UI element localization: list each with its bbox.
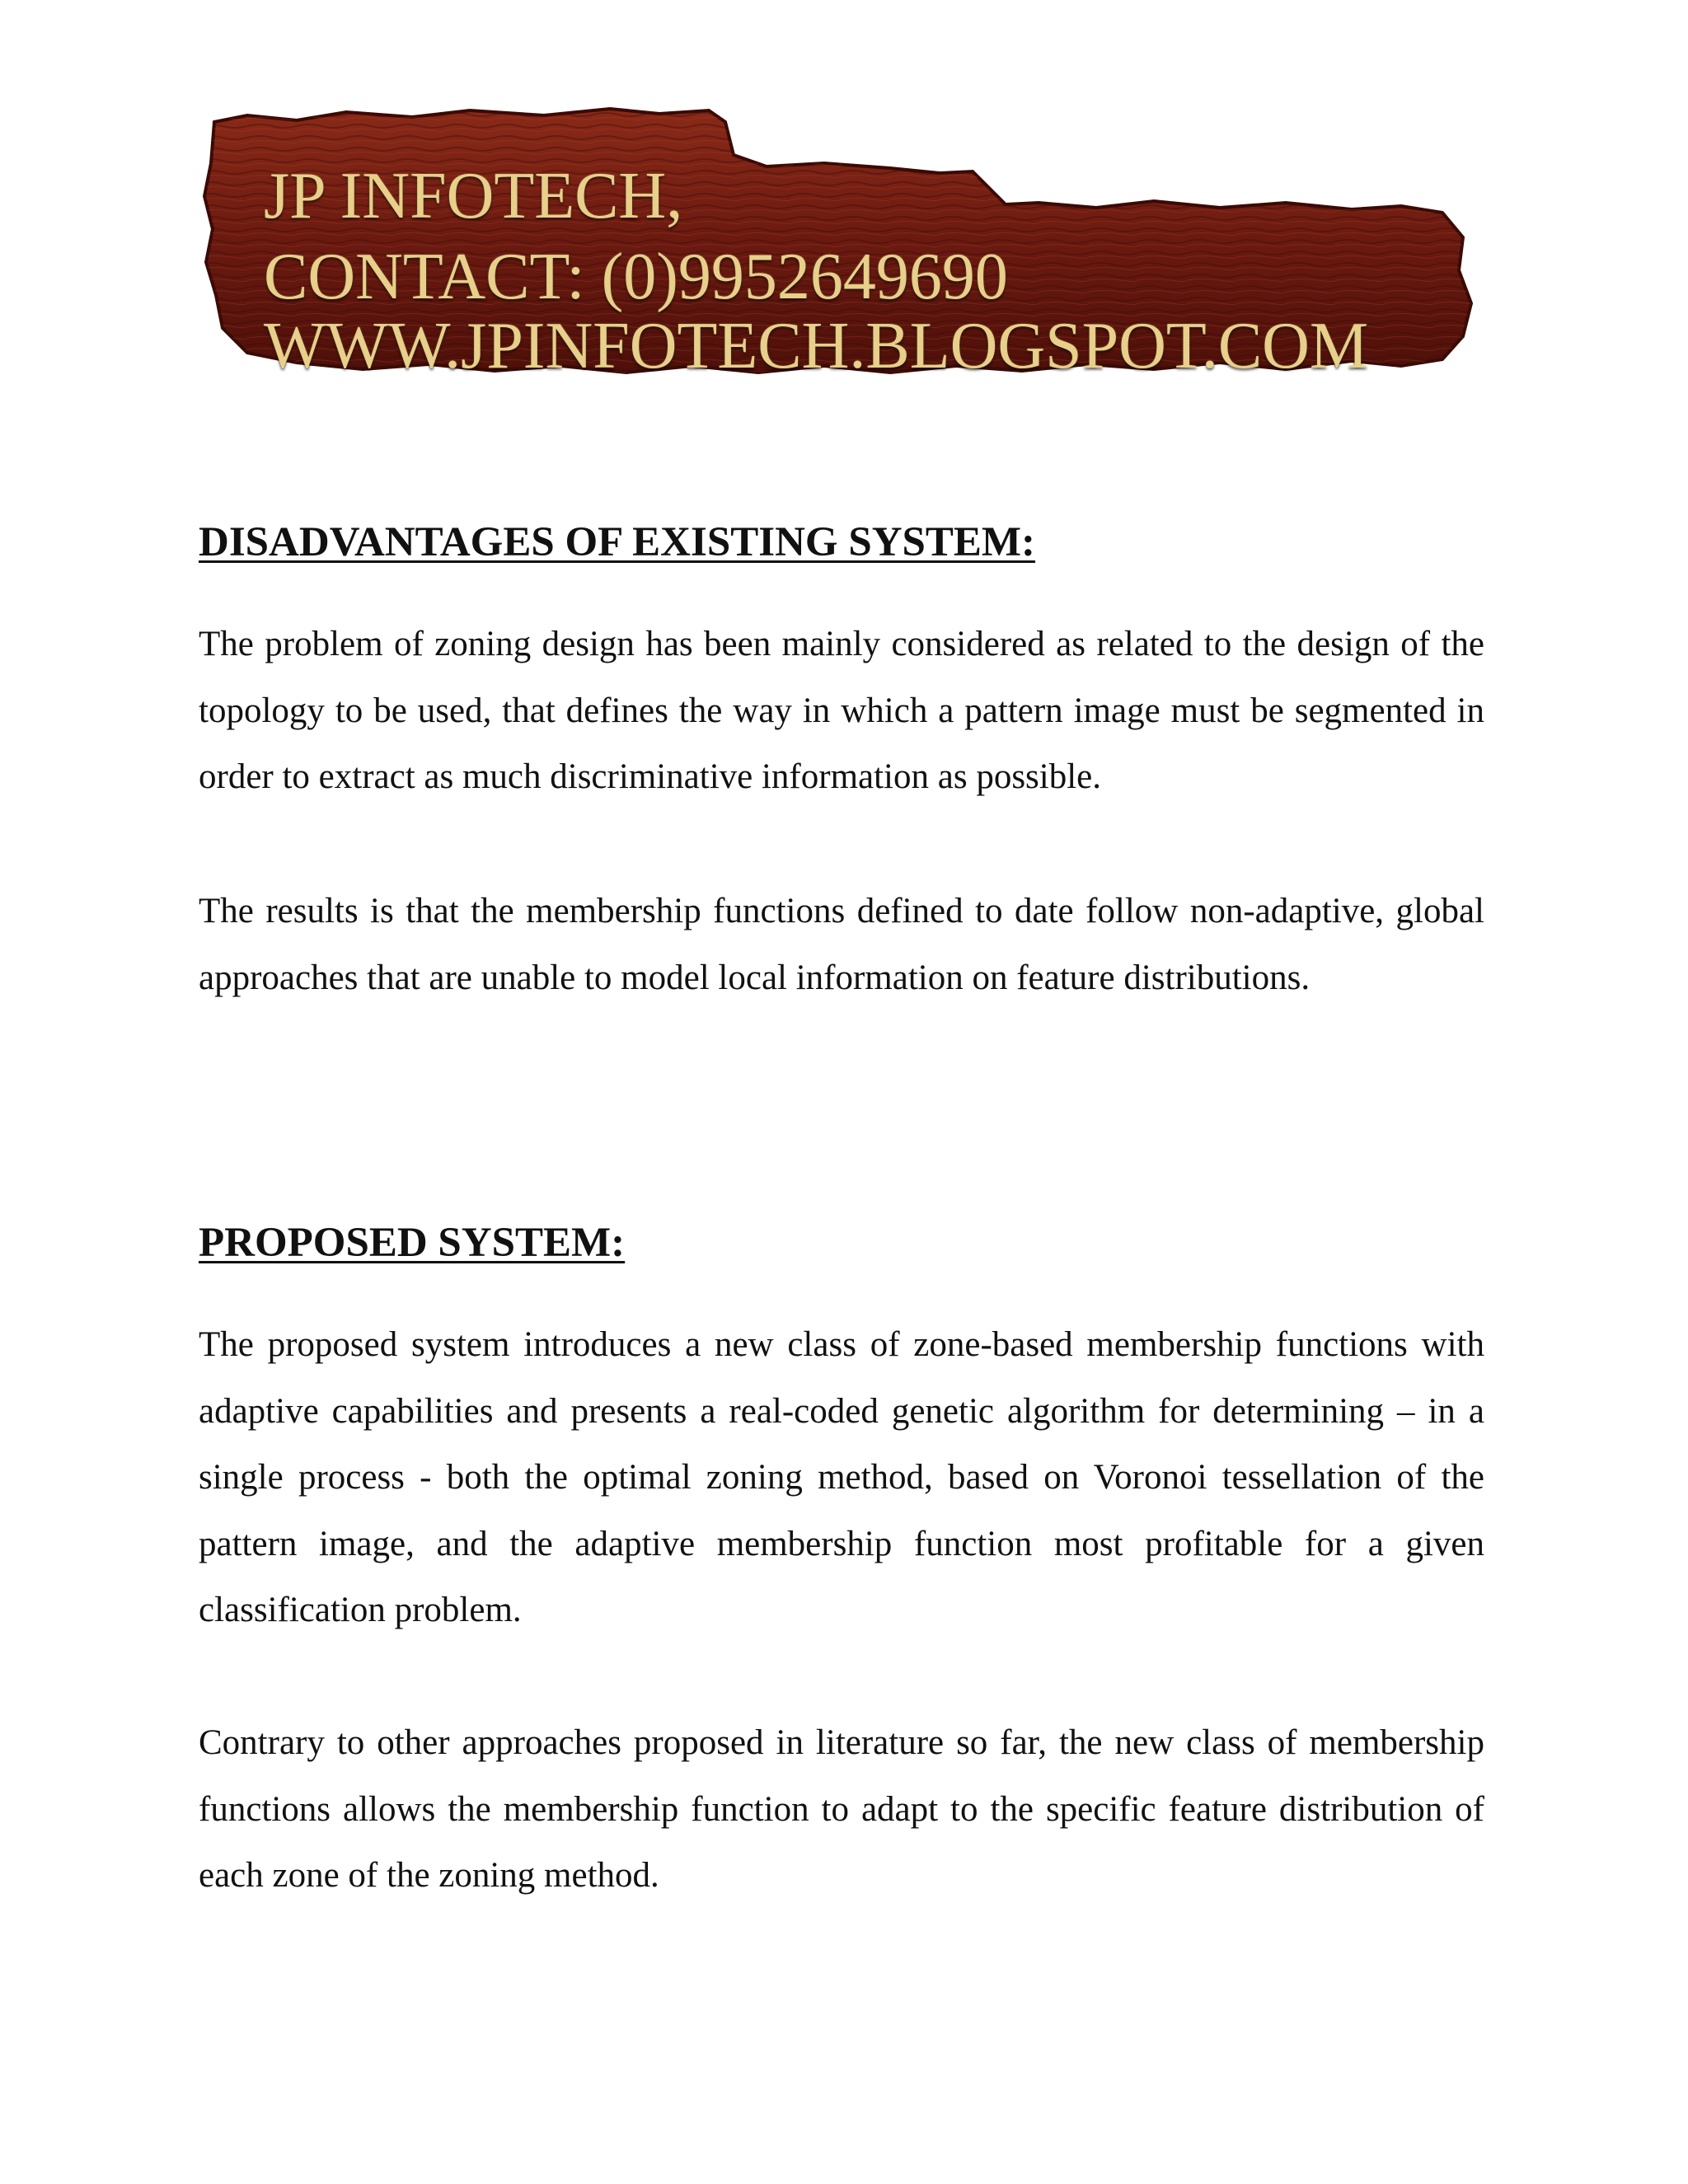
paragraph-proposed-2: Contrary to other approaches proposed in literature so far, the new class of membership functions allows the membership function to adapt to the specific feature distribution of each zone of the zoning method. [199, 1723, 1484, 1895]
paragraph-disadvantages-2: The results is that the membership functions defined to date follow non-adaptive, global approaches that are unable to model local information on feature distributions. [199, 892, 1484, 997]
banner-company-name: JP INFOTECH, [264, 160, 683, 232]
banner-contact: CONTACT: (0)9952649690 [264, 241, 1008, 313]
heading-disadvantages: DISADVANTAGES OF EXISTING SYSTEM: [199, 519, 1036, 565]
paragraph-disadvantages-1: The problem of zoning design has been mainly considered as related to the design of the topology to be used, that defines the way in which a pattern image must be segmented in order to extract as much discriminative information as possible. [199, 625, 1484, 796]
banner-website: WWW.JPINFOTECH.BLOGSPOT.COM [264, 310, 1369, 382]
heading-proposed-system: PROPOSED SYSTEM: [199, 1220, 626, 1266]
company-banner-logo [198, 97, 1484, 452]
paragraph-proposed-1: The proposed system introduces a new class of zone-based membership functions with adaptive capabilities and presents a real-coded genetic algorithm for determining – in a single process - both the optimal zoning method, based on Voronoi tessellation of the pattern image, and the adaptive membership function most profitable for a given classification problem. [199, 1325, 1484, 1629]
